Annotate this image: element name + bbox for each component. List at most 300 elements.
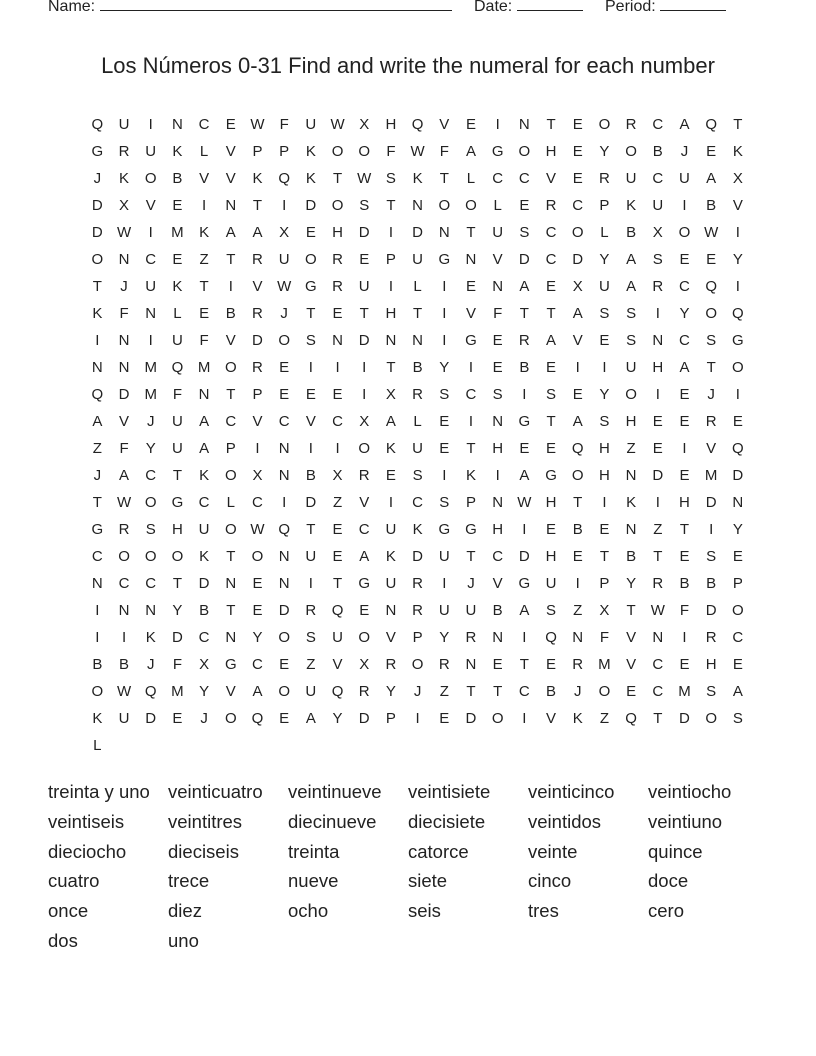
grid-letter: K (385, 440, 396, 457)
grid-letter: O (571, 467, 584, 484)
word-list-item: cuatro (48, 870, 100, 892)
grid-letter: Y (732, 521, 743, 538)
grid-letter: S (546, 602, 557, 619)
grid-letter: T (306, 521, 316, 538)
grid-letter: I (362, 386, 367, 403)
grid-letter: J (120, 278, 128, 295)
grid-letter: R (118, 521, 130, 538)
grid-letter: R (705, 413, 717, 430)
grid-letter: G (358, 575, 371, 592)
grid-letter: D (278, 602, 290, 619)
grid-letter: P (412, 629, 423, 646)
grid-letter: A (679, 359, 690, 376)
grid-letter: D (171, 629, 183, 646)
grid-letter: V (626, 656, 637, 673)
grid-letter: P (599, 197, 610, 214)
grid-letter: D (305, 494, 317, 511)
word-list-item: catorce (408, 840, 469, 862)
grid-letter: B (626, 548, 637, 565)
word-list-item: quince (648, 840, 703, 862)
grid-letter: Y (385, 683, 396, 700)
grid-letter: X (279, 224, 290, 241)
grid-letter: G (732, 332, 744, 349)
grid-letter: Z (199, 251, 209, 268)
grid-letter: X (599, 602, 610, 619)
grid-letter: J (280, 305, 288, 322)
grid-letter: D (358, 710, 370, 727)
grid-letter: K (305, 170, 316, 187)
grid-letter: Q (91, 116, 104, 133)
grid-letter: H (171, 521, 183, 538)
grid-letter: R (118, 143, 130, 160)
grid-letter: I (575, 359, 580, 376)
grid-letter: U (465, 602, 477, 619)
grid-letter: U (145, 143, 157, 160)
grid-letter: N (465, 251, 477, 268)
grid-letter: C (518, 170, 530, 187)
grid-letter: O (171, 548, 184, 565)
grid-letter: T (466, 548, 476, 565)
grid-letter: S (145, 521, 156, 538)
grid-letter: R (252, 305, 263, 322)
grid-letter: I (655, 494, 660, 511)
grid-letter: J (573, 683, 582, 700)
grid-letter: R (652, 575, 664, 592)
word-list-item: diecinueve (288, 810, 377, 832)
grid-letter: Y (599, 251, 610, 268)
grid-letter: E (172, 197, 183, 214)
grid-letter: X (359, 116, 370, 133)
grid-letter: A (199, 440, 210, 457)
grid-letter: H (625, 413, 637, 430)
grid-letter: E (706, 251, 717, 268)
grid-letter: W (116, 683, 132, 700)
grid-letter: N (492, 278, 504, 295)
grid-letter: Q (705, 278, 717, 295)
grid-letter: B (92, 656, 103, 673)
grid-letter: Y (599, 386, 610, 403)
grid-letter: C (252, 494, 263, 511)
grid-letter: T (252, 197, 263, 214)
grid-letter: T (92, 494, 102, 511)
grid-letter: T (172, 467, 182, 484)
grid-letter: J (93, 170, 102, 187)
grid-letter: I (575, 575, 580, 592)
grid-letter: E (465, 116, 476, 133)
grid-letter: F (679, 602, 690, 619)
grid-letter: D (465, 710, 477, 727)
grid-letter: N (332, 332, 343, 349)
grid-letter: T (679, 521, 690, 538)
grid-letter: U (305, 116, 317, 133)
grid-letter: Q (278, 521, 290, 538)
grid-letter: Q (251, 710, 264, 727)
grid-letter: D (518, 251, 530, 268)
grid-letter: V (385, 629, 396, 646)
grid-letter: U (118, 116, 130, 133)
grid-letter: T (599, 548, 609, 565)
grid-letter: D (358, 224, 370, 241)
grid-letter: Y (732, 251, 743, 268)
grid-letter: T (466, 440, 476, 457)
grid-letter: Q (705, 116, 717, 133)
grid-letter: I (735, 386, 740, 403)
grid-letter: F (172, 386, 182, 403)
grid-letter: S (546, 386, 557, 403)
grid-letter: E (732, 656, 743, 673)
grid-letter: P (279, 143, 290, 160)
grid-letter: S (359, 197, 370, 214)
grid-letter: N (225, 197, 237, 214)
grid-letter: T (546, 413, 556, 430)
grid-letter: E (492, 359, 503, 376)
period-field[interactable] (605, 0, 726, 16)
grid-letter: W (330, 116, 345, 133)
grid-letter: E (626, 683, 637, 700)
grid-letter: H (545, 494, 557, 511)
grid-letter: E (305, 386, 316, 403)
grid-letter: V (732, 197, 743, 214)
grid-letter: G (305, 278, 317, 295)
grid-letter: D (145, 710, 157, 727)
grid-letter: E (546, 521, 557, 538)
grid-letter: O (571, 224, 584, 241)
grid-letter: T (493, 683, 503, 700)
grid-letter: C (545, 251, 557, 268)
grid-letter: V (546, 170, 557, 187)
grid-letter: L (93, 737, 102, 754)
grid-letter: I (95, 602, 100, 619)
grid-letter: E (732, 413, 743, 430)
date-field[interactable] (474, 0, 583, 16)
grid-letter: Z (573, 602, 583, 619)
grid-letter: I (682, 440, 687, 457)
grid-letter: O (732, 359, 744, 376)
grid-letter: O (438, 197, 451, 214)
grid-letter: S (305, 332, 316, 349)
grid-letter: P (252, 143, 263, 160)
word-list-item: dieciocho (48, 840, 127, 862)
grid-letter: B (412, 359, 423, 376)
grid-letter: H (679, 494, 690, 511)
grid-letter: N (278, 467, 290, 484)
grid-letter: M (197, 359, 211, 376)
grid-letter: H (652, 359, 664, 376)
grid-letter: S (492, 386, 503, 403)
grid-letter: U (412, 440, 424, 457)
grid-letter: I (255, 440, 260, 457)
grid-letter: T (172, 575, 182, 592)
grid-letter: W (650, 602, 665, 619)
grid-letter: I (282, 197, 287, 214)
grid-letter: I (682, 629, 687, 646)
grid-letter: N (225, 629, 237, 646)
grid-letter: N (145, 602, 157, 619)
word-list-item: siete (408, 870, 448, 892)
grid-letter: D (358, 332, 370, 349)
grid-letter: D (732, 467, 744, 484)
word-list-item: veintiocho (648, 781, 732, 802)
grid-letter: A (92, 413, 103, 430)
grid-letter: I (709, 521, 714, 538)
grid-letter: C (652, 170, 664, 187)
grid-letter: E (546, 359, 557, 376)
grid-letter: A (572, 305, 583, 322)
grid-letter: V (119, 413, 130, 430)
grid-letter: R (545, 197, 557, 214)
grid-letter: I (655, 305, 660, 322)
grid-letter: D (91, 224, 103, 241)
grid-letter: K (199, 224, 210, 241)
grid-letter: I (468, 413, 474, 430)
grid-letter: A (119, 467, 130, 484)
grid-letter: I (388, 278, 393, 295)
grid-letter: O (518, 143, 531, 160)
name-field[interactable] (48, 0, 452, 16)
grid-letter: K (385, 548, 396, 565)
grid-letter: N (465, 656, 477, 673)
grid-letter: P (599, 575, 610, 592)
grid-letter: O (224, 710, 237, 727)
grid-letter: I (95, 332, 100, 349)
grid-letter: U (171, 440, 183, 457)
grid-letter: F (386, 143, 396, 160)
grid-letter: M (171, 683, 184, 700)
grid-letter: T (519, 656, 529, 673)
grid-letter: U (625, 359, 637, 376)
grid-letter: H (598, 440, 610, 457)
grid-letter: N (118, 359, 130, 376)
grid-letter: F (599, 629, 609, 646)
grid-letter: F (493, 305, 503, 322)
grid-letter: T (733, 116, 743, 133)
grid-letter: Q (331, 683, 344, 700)
grid-letter: A (732, 683, 743, 700)
grid-letter: C (518, 683, 530, 700)
grid-letter: J (680, 143, 689, 160)
grid-letter: D (572, 251, 584, 268)
grid-letter: Y (172, 602, 183, 619)
grid-letter: X (359, 413, 370, 430)
grid-letter: E (546, 656, 557, 673)
grid-letter: N (438, 224, 450, 241)
grid-letter: G (224, 656, 237, 673)
grid-letter: I (735, 224, 740, 241)
grid-letter: W (250, 521, 265, 538)
grid-letter: H (545, 548, 557, 565)
grid-letter: X (332, 467, 343, 484)
grid-letter: E (225, 116, 236, 133)
grid-letter: R (252, 251, 263, 268)
grid-letter: E (332, 386, 343, 403)
grid-letter: H (385, 305, 397, 322)
grid-letter: V (492, 251, 503, 268)
grid-letter: Q (732, 305, 744, 322)
grid-letter: N (198, 386, 210, 403)
grid-letter: C (492, 170, 504, 187)
grid-letter: E (279, 710, 290, 727)
grid-letter: N (732, 494, 744, 511)
grid-letter: S (706, 683, 717, 700)
grid-letter: B (546, 683, 557, 700)
grid-letter: S (706, 332, 717, 349)
grid-letter: B (626, 224, 637, 241)
grid-letter: B (706, 575, 717, 592)
grid-letter: K (119, 170, 130, 187)
grid-letter: C (652, 683, 664, 700)
grid-letter: Q (331, 602, 344, 619)
grid-letter: S (599, 305, 610, 322)
grid-letter: P (252, 386, 263, 403)
grid-letter: L (600, 224, 609, 241)
grid-letter: U (145, 278, 157, 295)
grid-letter: I (522, 521, 527, 538)
grid-letter: O (278, 332, 290, 349)
grid-letter: B (572, 521, 583, 538)
grid-letter: N (118, 332, 130, 349)
grid-letter: E (652, 440, 663, 457)
grid-letter: X (252, 467, 263, 484)
grid-letter: I (442, 575, 447, 592)
grid-letter: N (625, 467, 637, 484)
grid-letter: K (172, 278, 183, 295)
grid-letter: W (410, 143, 425, 160)
word-list-item: once (48, 900, 89, 922)
grid-letter: L (173, 305, 182, 322)
grid-letter: R (518, 332, 530, 349)
grid-letter: Q (144, 683, 157, 700)
grid-letter: N (171, 116, 183, 133)
grid-letter: R (332, 251, 343, 268)
grid-letter: Q (171, 359, 184, 376)
grid-letter: T (653, 710, 663, 727)
grid-letter: T (546, 305, 556, 322)
grid-letter: E (679, 413, 690, 430)
word-list-item: dieciseis (168, 840, 239, 862)
grid-letter: S (626, 332, 637, 349)
grid-letter: C (91, 548, 103, 565)
grid-letter: I (388, 224, 393, 241)
grid-letter: W (277, 278, 292, 295)
word-list-item: cinco (528, 870, 572, 892)
grid-letter: R (385, 656, 397, 673)
grid-letter: U (598, 278, 610, 295)
grid-letter: V (305, 413, 316, 430)
grid-letter: K (732, 143, 743, 160)
grid-letter: B (119, 656, 130, 673)
grid-letter: I (602, 494, 607, 511)
grid-letter: E (572, 116, 583, 133)
grid-letter: E (679, 548, 690, 565)
grid-letter: T (386, 359, 396, 376)
grid-letter: C (145, 575, 157, 592)
grid-letter: V (252, 278, 263, 295)
grid-letter: N (572, 629, 584, 646)
grid-letter: C (278, 413, 290, 430)
grid-letter: V (572, 332, 583, 349)
grid-letter: Z (306, 656, 316, 673)
word-list-item: diez (168, 900, 202, 922)
grid-letter: K (626, 197, 637, 214)
grid-letter: G (91, 521, 104, 538)
grid-letter: Z (653, 521, 663, 538)
grid-letter: H (332, 224, 343, 241)
grid-letter: O (305, 251, 317, 268)
grid-letter: K (199, 548, 210, 565)
grid-letter: E (172, 251, 183, 268)
grid-letter: F (279, 116, 289, 133)
grid-letter: K (465, 467, 476, 484)
grid-letter: U (332, 629, 343, 646)
grid-letter: O (625, 386, 637, 403)
grid-letter: R (412, 575, 424, 592)
grid-letter: G (518, 575, 531, 592)
grid-letter: I (468, 359, 474, 376)
grid-letter: K (145, 629, 156, 646)
grid-letter: E (465, 278, 476, 295)
grid-letter: P (732, 575, 743, 592)
grid-letter: I (735, 278, 740, 295)
grid-letter: E (519, 197, 530, 214)
grid-letter: V (626, 629, 637, 646)
grid-letter: R (412, 386, 424, 403)
word-list-item: ocho (288, 900, 329, 922)
grid-letter: U (438, 548, 450, 565)
grid-letter: I (495, 116, 500, 133)
grid-letter: Y (199, 683, 210, 700)
grid-letter: T (226, 548, 236, 565)
grid-letter: I (121, 629, 127, 646)
grid-letter: J (413, 683, 422, 700)
grid-letter: L (413, 278, 422, 295)
grid-letter: O (91, 251, 104, 268)
grid-letter: I (522, 386, 527, 403)
grid-letter: R (438, 656, 450, 673)
grid-letter: T (519, 305, 529, 322)
word-list-item: seis (408, 900, 441, 922)
grid-letter: U (118, 710, 130, 727)
grid-letter: O (465, 197, 477, 214)
word-list-item: treinta y uno (48, 781, 150, 802)
word-list-item: cero (648, 900, 684, 922)
grid-letter: O (331, 197, 344, 214)
grid-letter: E (599, 332, 610, 349)
grid-letter: G (545, 467, 557, 484)
grid-letter: F (439, 143, 449, 160)
grid-letter: O (705, 305, 717, 322)
grid-letter: U (171, 413, 183, 430)
grid-letter: Z (439, 683, 449, 700)
grid-letter: X (119, 197, 130, 214)
grid-letter: A (519, 602, 530, 619)
grid-letter: N (492, 629, 504, 646)
grid-letter: T (439, 170, 449, 187)
grid-letter: O (278, 629, 290, 646)
grid-letter: Z (599, 710, 609, 727)
grid-letter: E (332, 305, 343, 322)
grid-letter: C (679, 332, 690, 349)
grid-letter: J (707, 386, 715, 403)
grid-letter: O (224, 467, 237, 484)
grid-letter: I (495, 467, 500, 484)
grid-letter: G (518, 413, 531, 430)
word-list-item: veinticuatro (168, 781, 263, 802)
grid-letter: T (573, 494, 583, 511)
grid-letter: A (546, 332, 557, 349)
word-list-item: doce (648, 870, 689, 892)
grid-letter: N (385, 602, 397, 619)
grid-letter: I (388, 494, 393, 511)
